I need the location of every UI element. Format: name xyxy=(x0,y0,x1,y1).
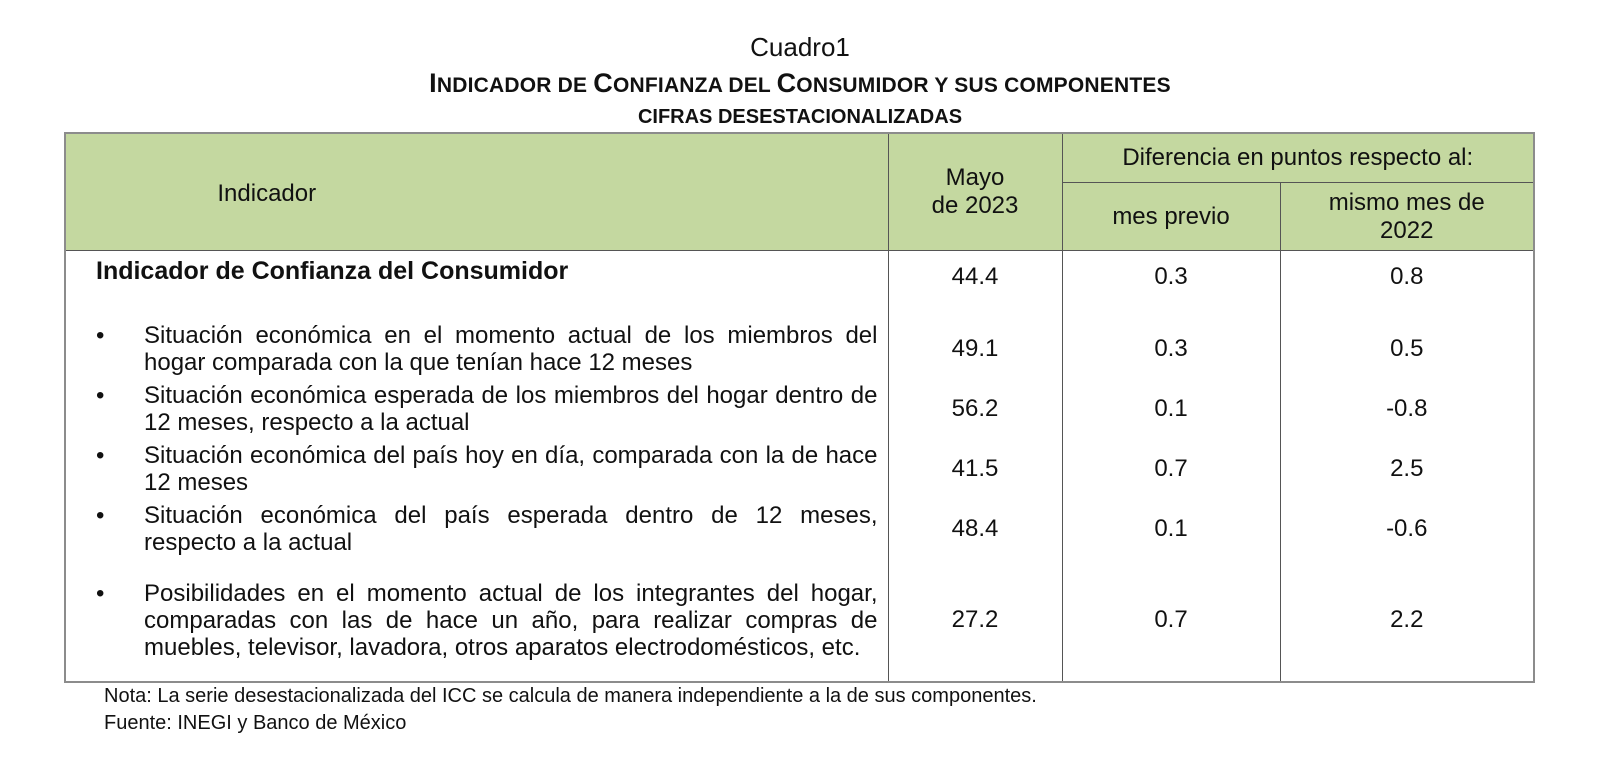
row-label: Situación económica del país hoy en día, comparada con la de hace 12 meses xyxy=(144,442,878,496)
header-mayo-line1: Mayo xyxy=(945,164,1005,191)
indicator-table xyxy=(64,132,1535,683)
row-label: Situación económica del país esperada dentro de 12 meses, respecto a la actual xyxy=(144,502,878,556)
cell-mayo: 41.5 xyxy=(888,439,1062,499)
cell-mes-previo: 0.7 xyxy=(1062,439,1280,499)
table-row-main xyxy=(65,251,1534,320)
cell-mismo-mes: 2.2 xyxy=(1390,606,1424,633)
cell-mes-previo: 0.3 xyxy=(1062,319,1280,379)
cell-mismo-mes: 0.5 xyxy=(1390,335,1424,362)
cell-mismo-mes: -0.6 xyxy=(1386,515,1428,542)
header-indicador: Indicador xyxy=(65,133,888,251)
title-part: I xyxy=(429,68,437,98)
table-subtitle: CIFRAS DESESTACIONALIZADAS xyxy=(637,106,963,128)
cell-mes-previo: 0.7 xyxy=(1062,559,1280,682)
title-part: NDICADOR DE xyxy=(436,74,594,97)
row-label: Posibilidades en el momento actual de los integrantes del hogar, comparadas con las de hace un año, para realizar compras de muebles, televisor, lavadora, otros aparatos electrodomésticos, etc. xyxy=(144,579,878,661)
header-mes-previo: mes previo xyxy=(1062,183,1280,251)
header-mayo xyxy=(888,133,1062,251)
source-text: Fuente: INEGI y Banco de México xyxy=(104,712,407,734)
bullet-icon: • xyxy=(96,502,105,529)
row-label: Situación económica esperada de los miembros del hogar dentro de 12 meses, respecto a la actual xyxy=(144,382,878,436)
cell-mayo: 48.4 xyxy=(888,499,1062,559)
cell-mes-previo: 0.1 xyxy=(1062,499,1280,559)
cell-mayo: 56.2 xyxy=(888,379,1062,439)
table-notes xyxy=(104,683,1037,737)
table-label: Cuadro1 xyxy=(750,32,850,62)
title-part: ONFIANZA DEL xyxy=(612,74,777,97)
cell-mes-previo: 0.3 xyxy=(1062,251,1280,320)
cell-mayo: 44.4 xyxy=(888,251,1062,320)
cell-mayo: 49.1 xyxy=(888,319,1062,379)
table-row xyxy=(65,319,1534,379)
table-row xyxy=(65,559,1534,682)
title-part: C xyxy=(776,68,797,98)
bullet-icon: • xyxy=(96,442,105,469)
bullet-icon: • xyxy=(96,382,105,409)
bullet-icon: • xyxy=(96,579,105,607)
cell-mismo-mes: 0.8 xyxy=(1390,263,1424,290)
table-row xyxy=(65,379,1534,439)
title-part: ONSUMIDOR Y SUS COMPONENTES xyxy=(796,74,1171,97)
cell-mayo: 27.2 xyxy=(888,559,1062,682)
header-diferencia: Diferencia en puntos respecto al: xyxy=(1062,133,1534,183)
cell-mes-previo: 0.1 xyxy=(1062,379,1280,439)
cell-mismo-mes: -0.8 xyxy=(1386,395,1428,422)
bullet-icon: • xyxy=(96,322,105,349)
cell-mismo-mes: 2.5 xyxy=(1390,455,1424,482)
note-text: Nota: La serie desestacionalizada del ICC se calcula de manera independiente a la de sus componentes. xyxy=(104,685,1037,707)
header-mayo-line2: de 2023 xyxy=(931,192,1019,219)
table-row xyxy=(65,499,1534,559)
table-title xyxy=(0,68,1600,99)
title-part: C xyxy=(593,68,613,98)
row-label: Indicador de Confianza del Consumidor xyxy=(65,251,888,320)
table-row xyxy=(65,439,1534,499)
header-mismo-mes: mismo mes de 2022 xyxy=(1280,183,1534,251)
row-label: Situación económica en el momento actual de los miembros del hogar comparada con la que tenían hace 12 meses xyxy=(144,322,878,376)
